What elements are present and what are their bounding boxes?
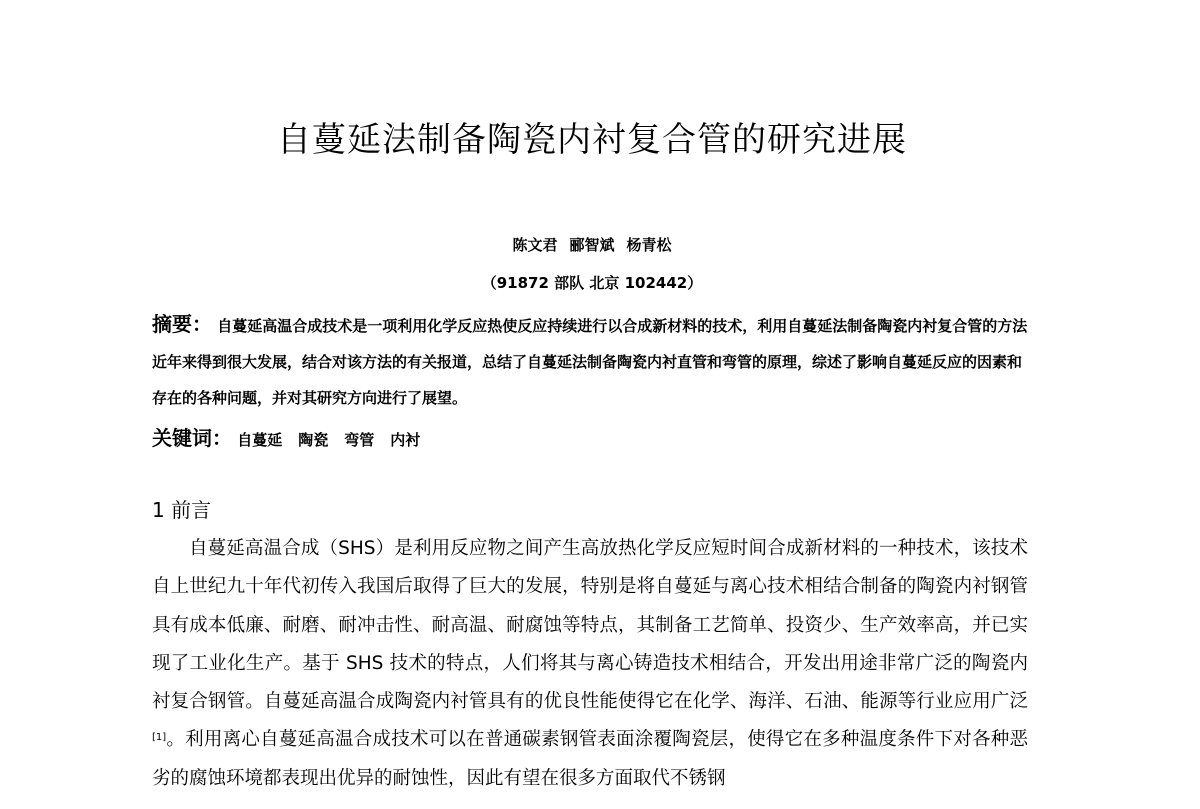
body-text-part: 自蔓延高温合成（SHS）是利用反应物之间产生高放热化学反应短时间合成新材料的一种技术，该技术自上世纪九十年代初传入我国后取得了巨大的发展，特别是将自蔓延与离心技术相结合制备的陶瓷内衬钢管具有成本低廉、耐磨、耐冲击性、耐高温、耐腐蚀等特点，其制备工艺简单、投资少、生产效率高，并已实现了工业化生产。基于 SHS 技术的特点，人们将其与离心铸造技术相结合，开发出用途非常广泛的陶瓷内衬复合钢管。自蔓延高温合成陶瓷内衬管具有的优良性能使得它在化学、海洋、石油、能源等行业应用广泛	[152, 538, 1028, 713]
body-text-part: 。利用离心自蔓延高温合成技术可以在普通碳素钢管表面涂覆陶瓷层，使得它在多种温度条件下对各种恶劣的腐蚀环境都表现出优异的耐蚀性，因此有望在很多方面取代不锈钢	[152, 729, 1028, 789]
keyword: 内衬	[390, 431, 421, 449]
body-paragraph	[152, 530, 1028, 798]
keyword: 陶瓷	[298, 431, 329, 449]
paper-title: 自蔓延法制备陶瓷内衬复合管的研究进展	[277, 120, 907, 160]
keywords	[152, 420, 1028, 458]
author-name: 陈文君	[512, 236, 558, 254]
abstract-text: 自蔓延高温合成技术是一项利用化学反应热使反应持续进行以合成新材料的技术，利用自蔓延法制备陶瓷内衬复合管的方法近年来得到很大发展，结合对该方法的有关报道，总结了自蔓延法制备陶瓷内衬直管和弯管的原理，综述了影响自蔓延反应的因素和存在的各种问题，并对其研究方向进行了展望。	[152, 317, 1028, 407]
keyword: 自蔓延	[237, 431, 283, 449]
author-name: 郦智斌	[569, 236, 615, 254]
affiliation: （91872 部队 北京 102442）	[481, 274, 703, 292]
citation-marker[interactable]: [1]	[152, 732, 167, 744]
section-heading: 1 前言	[152, 498, 212, 522]
keywords-label: 关键词：	[152, 426, 232, 450]
author-name: 杨青松	[626, 236, 672, 254]
abstract-label: 摘要：	[152, 312, 212, 336]
keyword: 弯管	[344, 431, 375, 449]
author-list	[0, 234, 1184, 255]
abstract	[152, 306, 1028, 416]
